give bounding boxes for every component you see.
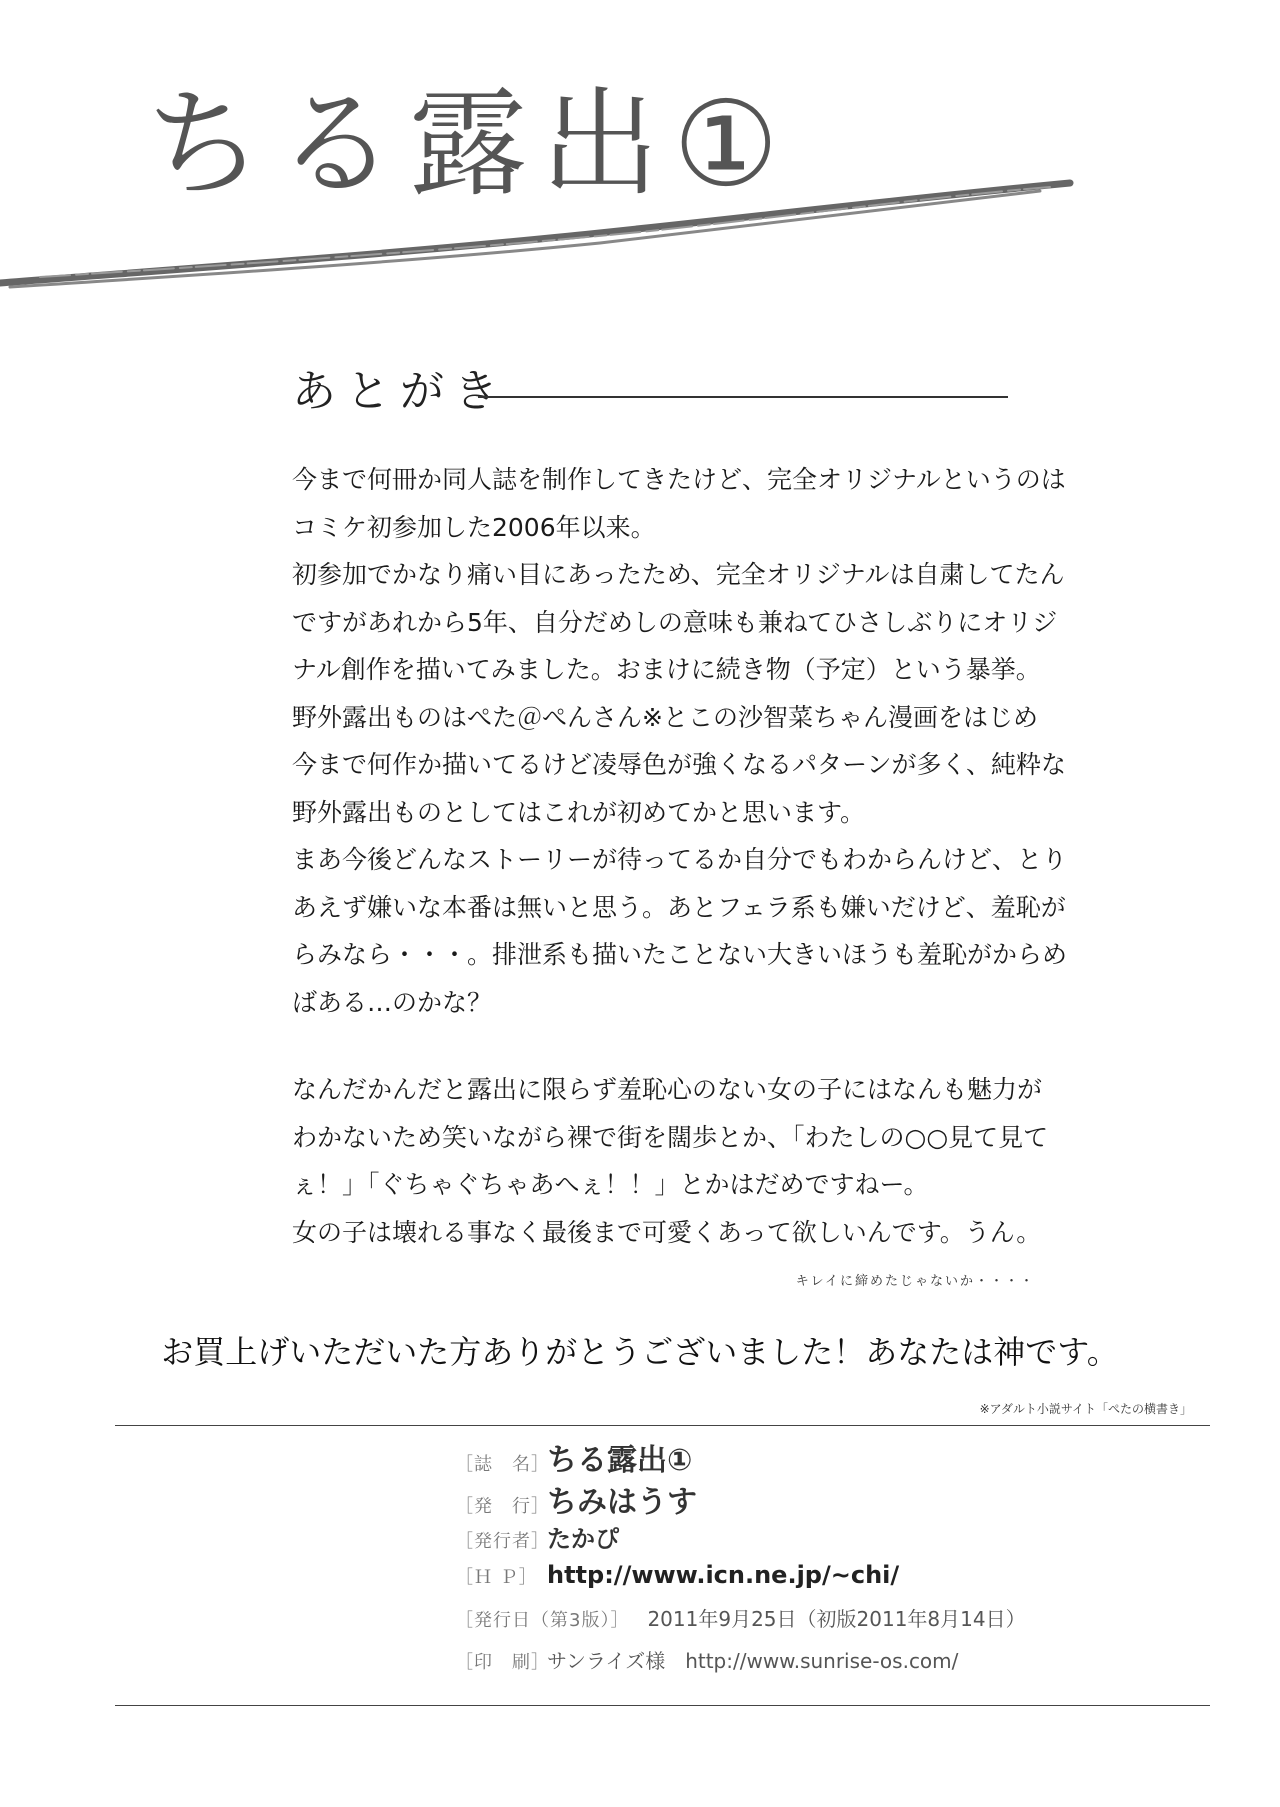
colophon-divider-top — [115, 1425, 1210, 1426]
colophon-label: ［発 行］ — [455, 1496, 550, 1517]
afterword-line: コミケ初参加した2006年以来。 — [292, 512, 656, 542]
colophon-title-value: ちる露出① — [547, 1443, 693, 1478]
colophon-hp-link[interactable]: http://www.icn.ne.jp/~chi/ — [547, 1561, 900, 1589]
afterword-heading: あとがき — [292, 366, 508, 417]
afterword-line: わかないため笑いながら裸で街を闊歩とか、「わたしの○○見て見て — [292, 1122, 1049, 1152]
afterword-line: 女の子は壊れる事なく最後まで可愛くあって欲しいんです。うん。 — [292, 1217, 1042, 1247]
afterword-line: 今まで何作か描いてるけど凌辱色が強くなるパターンが多く、純粋な — [292, 750, 1067, 779]
footnote: ※アダルト小説サイト「ぺたの横書き」 — [979, 1402, 1192, 1416]
afterword-line: ぇ！」「ぐちゃぐちゃあへぇ！！」とかはだめですねー。 — [292, 1170, 929, 1199]
colophon-divider-bottom — [115, 1705, 1210, 1706]
colophon-label: ［Ｈ Ｐ］ — [455, 1567, 538, 1588]
colophon-row-publisher — [455, 1477, 1155, 1519]
page-title: ちる露出① — [145, 75, 793, 213]
colophon-print-value: サンライズ様 http://www.sunrise-os.com/ — [547, 1649, 959, 1673]
colophon-date-value: 2011年9月25日（初版2011年8月14日） — [647, 1607, 1026, 1631]
thanks-message: お買上げいただいた方ありがとうございました！あなたは神です。 — [161, 1333, 1119, 1371]
paragraph-gap — [292, 1026, 1022, 1066]
afterword-line: ですがあれから5年、自分だめしの意味も兼ねてひさしぶりにオリジ — [292, 607, 1058, 637]
heading-rule — [478, 396, 1008, 398]
brush-stroke-decoration — [0, 165, 1080, 295]
colophon-row-hp — [455, 1561, 1155, 1603]
afterword-line: 初参加でかなり痛い目にあったため、完全オリジナルは自粛してたん — [292, 560, 1065, 589]
colophon-row-title — [455, 1435, 1155, 1477]
afterword-line: らみなら・・・。排泄系も描いたことない大きいほうも羞恥がからめ — [292, 940, 1068, 969]
colophon-row-date — [455, 1603, 1155, 1645]
afterword-body — [292, 456, 1068, 1256]
afterword-line: 今まで何冊か同人誌を制作してきたけど、完全オリジナルというのは — [292, 465, 1066, 494]
colophon-row-print — [455, 1645, 1155, 1687]
afterword-line: なんだかんだと露出に限らず羞恥心のない女の子にはなんも魅力が — [292, 1075, 1043, 1104]
colophon-label: ［印 刷］ — [455, 1652, 550, 1673]
aside-note: キレイに締めたじゃないか・・・・ — [795, 1274, 1035, 1289]
colophon-row-issuer — [455, 1519, 1155, 1561]
colophon — [455, 1435, 1155, 1687]
afterword-line: 野外露出ものとしてはこれが初めてかと思います。 — [292, 797, 866, 827]
afterword-line: ばある…のかな？ — [292, 987, 493, 1017]
afterword-line: ナル創作を描いてみました。おまけに続き物（予定）という暴挙。 — [292, 655, 1041, 684]
colophon-publisher-value: ちみはうす — [547, 1485, 697, 1520]
colophon-label: ［発行者］ — [455, 1531, 550, 1552]
colophon-label: ［誌 名］ — [455, 1454, 550, 1475]
colophon-issuer-value: たかぴ — [547, 1525, 619, 1553]
colophon-label: ［発行日（第3版）］ — [455, 1610, 630, 1631]
afterword-line: あえず嫌いな本番は無いと思う。あとフェラ系も嫌いだけど、羞恥が — [292, 892, 1066, 922]
afterword-line: 野外露出ものはぺた＠ぺんさん※とこの沙智菜ちゃん漫画をはじめ — [292, 702, 1038, 732]
afterword-line: まあ今後どんなストーリーが待ってるか自分でもわからんけど、とり — [292, 845, 1068, 874]
